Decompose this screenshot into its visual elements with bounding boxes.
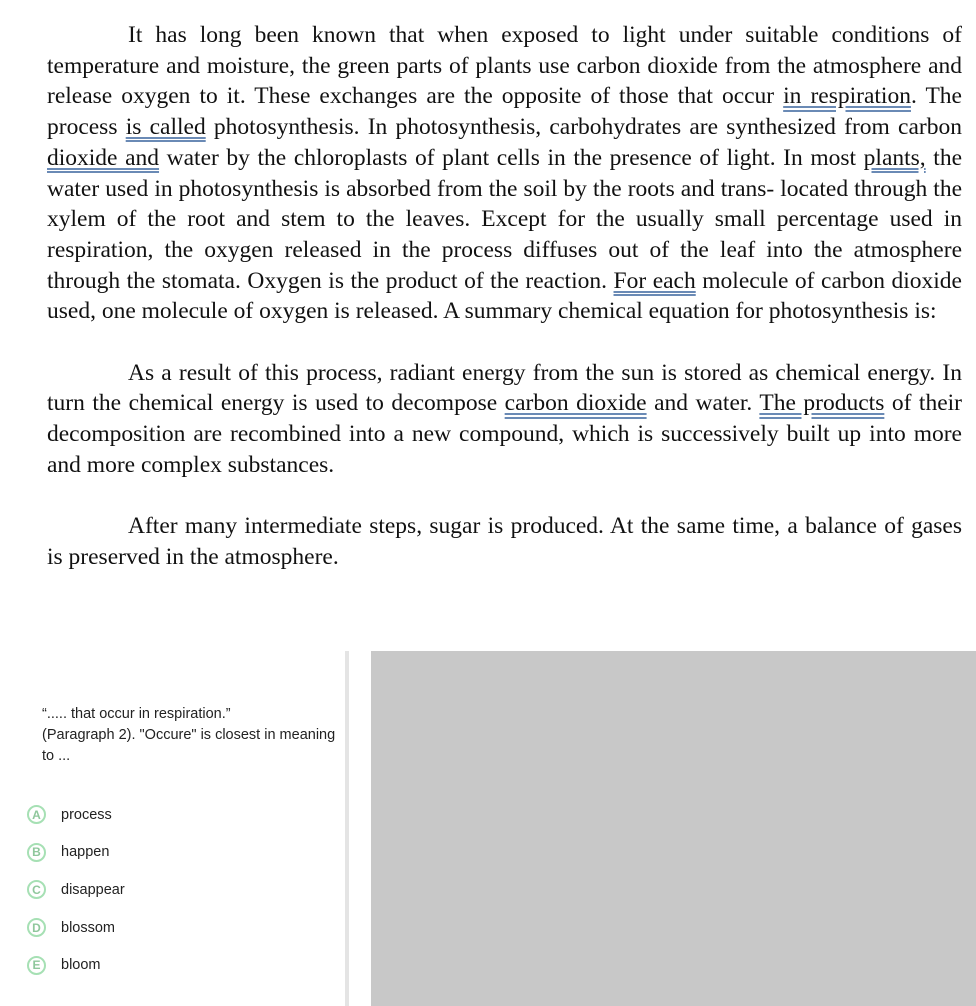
answer-options [27, 796, 337, 984]
panel-divider [345, 651, 349, 1006]
option-b-label: happen [61, 844, 110, 861]
question-text: (Paragraph 2). "Occure" is closest in meaning to ... [42, 727, 336, 764]
underlined-phrase: dioxide and [47, 144, 160, 171]
question-quote: “..... that occur in respiration.” [42, 706, 231, 722]
underlined-phrase: plants, [863, 144, 926, 171]
option-a-label: process [61, 806, 112, 823]
option-c-label: disappear [61, 881, 125, 898]
paragraph-3: After many intermediate steps, sugar is produced. At the same time, a balance of gases is preserved in the atmosphere. [47, 513, 962, 570]
option-e-badge: E [27, 956, 46, 975]
question-prompt [42, 704, 337, 767]
option-a[interactable] [27, 796, 337, 834]
option-b[interactable] [27, 834, 337, 872]
underlined-phrase: For each [613, 267, 696, 294]
underlined-phrase: in respiration [783, 83, 911, 110]
option-c-badge: C [27, 880, 46, 899]
paragraph-2: As a result of this process, radiant energy from the sun is stored as chemical energy. In turn the chemical energy is used to decompose carbon dioxide and water. The products of their decomposition are recombined into a new compound, which is successively built up into more and more complex substances. [47, 359, 962, 478]
underlined-phrase: The products [759, 390, 885, 417]
option-d-label: blossom [61, 919, 115, 936]
option-b-badge: B [27, 843, 46, 862]
option-c[interactable] [27, 871, 337, 909]
option-e-label: bloom [61, 957, 101, 974]
option-d-badge: D [27, 918, 46, 937]
paragraph-1: It has long been known that when exposed to light under suitable conditions of temperature and moisture, the green parts of plants use carbon dioxide from the atmosphere and release oxygen to it. These exchanges are the opposite of those that occur in respiration. The process is called photosynthesis. In photosynthesis, carbohydrates are synthesized from carbon dioxide and water by the chloroplasts of plant cells in the presence of light. In most plants, the water used in photosynthesis is absorbed from the soil by the roots and trans- located through the xylem of the root and stem to the leaves. Except for the usually small percentage used in respiration, the oxygen released in the process diffuses out of the leaf into the atmosphere through the stomata. Oxygen is the product of the reaction. For each molecule of carbon dioxide used, one molecule of oxygen is released. A summary chemical equation for photosynthesis is: [47, 22, 962, 325]
option-e[interactable] [27, 946, 337, 984]
underlined-phrase: is called [125, 114, 206, 141]
option-a-badge: A [27, 805, 46, 824]
underlined-phrase: carbon dioxide [504, 390, 647, 417]
option-d[interactable] [27, 909, 337, 947]
answer-panel [371, 651, 976, 1006]
reading-passage [47, 20, 962, 573]
